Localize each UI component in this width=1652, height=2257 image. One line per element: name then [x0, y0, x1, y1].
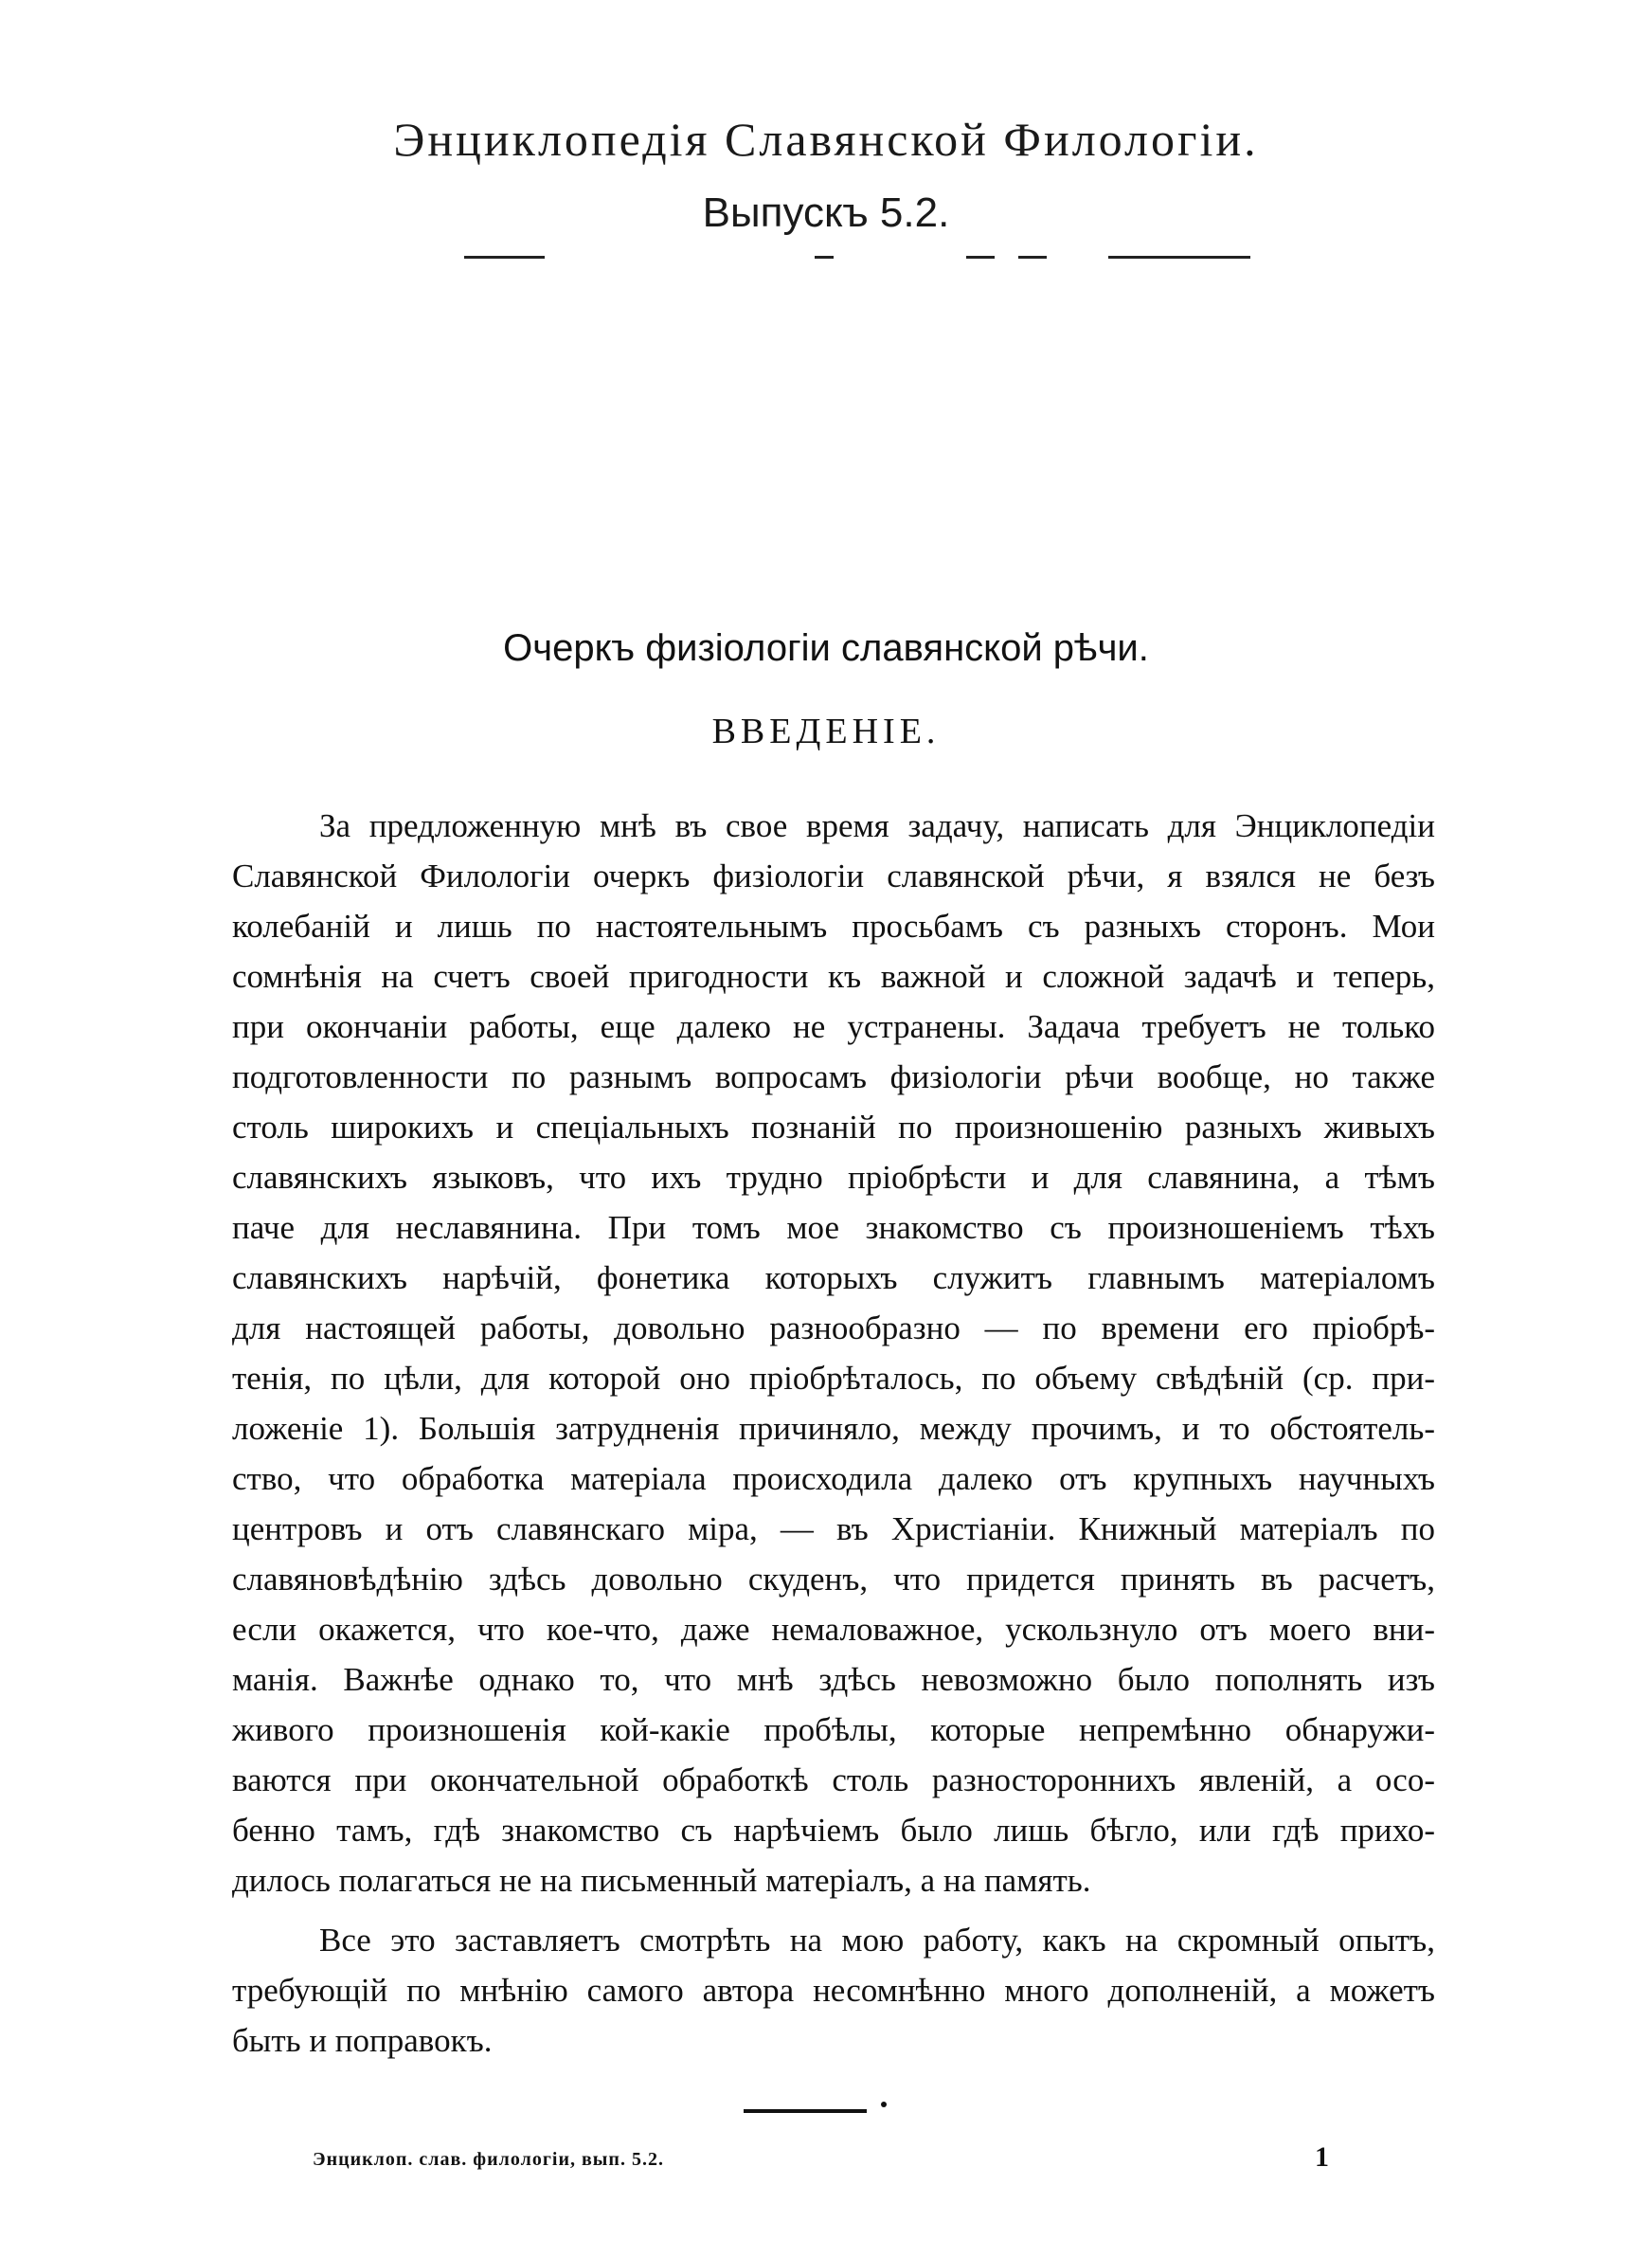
- text-line: при окончаніи работы, еще далеко не устранены. Задача требуетъ не только: [232, 1008, 1435, 1045]
- text-line: подготовленности по разнымъ вопросамъ физіологіи рѣчи вообще, но также: [232, 1058, 1435, 1095]
- text-line: ваются при окончательной обработкѣ столь разностороннихъ явленій, а осо-: [232, 1761, 1435, 1798]
- text-line: если окажется, что кое-что, даже немаловажное, ускользнуло отъ моего вни-: [232, 1611, 1435, 1648]
- text-line: быть и поправокъ.: [232, 2022, 493, 2059]
- paragraph-2: [232, 1915, 1435, 2066]
- text-line: паче для неславянина. При томъ мое знакомство съ произношеніемъ тѣхъ: [232, 1209, 1435, 1246]
- text-line: манія. Важнѣе однако то, что мнѣ здѣсь невозможно было пополнять изъ: [232, 1661, 1435, 1698]
- series-title: Энциклопедія Славянской Филологіи.: [393, 113, 1259, 166]
- text-line: живого произношенія кой-какіе пробѣлы, которые непремѣнно обнаружи-: [232, 1711, 1435, 1748]
- text-line: центровъ и отъ славянскаго міра, — въ Христіаніи. Книжный матеріалъ по: [232, 1510, 1435, 1547]
- essay-title: Очеркъ физіологіи славянской рѣчи.: [503, 627, 1149, 669]
- issue-number: Выпускъ 5.2.: [702, 190, 950, 236]
- text-line: бенно тамъ, гдѣ знакомство съ нарѣчіемъ было лишь бѣгло, или гдѣ прихо-: [232, 1812, 1435, 1849]
- text-line: столь широкихъ и спеціальныхъ познаній по произношенію разныхъ живыхъ: [232, 1109, 1435, 1146]
- text-line: для настоящей работы, довольно разнообразно — по времени его пріобрѣ-: [232, 1309, 1435, 1346]
- text-line: славяновѣдѣнію здѣсь довольно скуденъ, что придется принять въ расчетъ,: [232, 1561, 1435, 1598]
- text-line: ложеніе 1). Большія затрудненія причиняло, между прочимъ, и то обстоятель-: [232, 1410, 1435, 1447]
- footer-signature-line: Энциклоп. слав. филологіи, вып. 5.2.: [313, 2149, 664, 2170]
- header-rule: [464, 256, 1250, 262]
- text-line: славянскихъ языковъ, что ихъ трудно пріобрѣсти и для славянина, а тѣмъ: [232, 1159, 1435, 1196]
- section-heading: ВВЕДЕНІЕ.: [711, 712, 941, 751]
- paragraph-1: [232, 801, 1435, 1905]
- closing-dot: [881, 2102, 887, 2107]
- text-line: Все это заставляетъ смотрѣть на мою работу, какъ на скромный опытъ,: [319, 1922, 1435, 1959]
- closing-rule: [744, 2109, 867, 2113]
- text-line: тенія, по цѣли, для которой оно пріобрѣталось, по объему свѣдѣній (ср. при-: [232, 1360, 1435, 1397]
- text-line: ство, что обработка матеріала происходила далеко отъ крупныхъ научныхъ: [232, 1460, 1435, 1497]
- body-text: [232, 801, 1435, 2066]
- text-line: Славянской Филологіи очеркъ физіологіи славянской рѣчи, я взялся не безъ: [232, 858, 1435, 894]
- text-line: За предложенную мнѣ въ свое время задачу, написать для Энциклопедіи: [319, 807, 1435, 844]
- text-line: колебаній и лишь по настоятельнымъ просьбамъ съ разныхъ сторонъ. Мои: [232, 908, 1435, 945]
- text-line: дилось полагаться не на письменный матеріалъ, а на память.: [232, 1862, 1091, 1899]
- text-line: сомнѣнія на счетъ своей пригодности къ важной и сложной задачѣ и теперь,: [232, 958, 1435, 995]
- text-line: требующій по мнѣнію самого автора несомнѣнно много дополненій, а можетъ: [232, 1972, 1435, 2009]
- page-number: 1: [1315, 2141, 1329, 2173]
- text-line: славянскихъ нарѣчій, фонетика которыхъ служитъ главнымъ матеріаломъ: [232, 1259, 1435, 1296]
